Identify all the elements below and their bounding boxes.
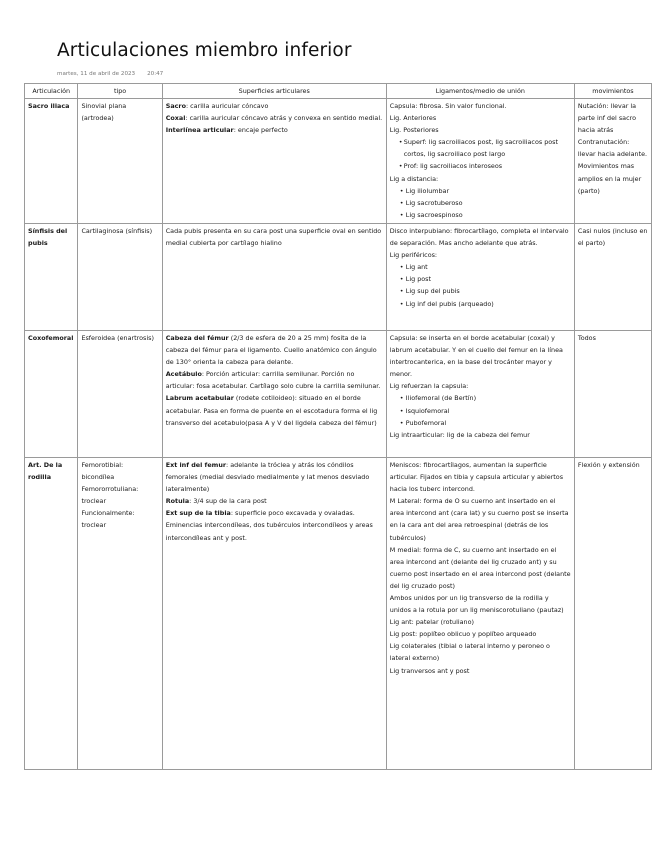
superficie-term: Ext sup de la tibia	[165, 509, 231, 518]
page-timestamp	[57, 71, 163, 77]
superficie-text: Cada pubis presenta en su cara post una superficie oval en sentido medial cubierta por cartílago hialino	[165, 226, 382, 248]
cell-superficies	[162, 457, 386, 769]
articulacion-name: Sínfisis del pubis	[28, 226, 68, 248]
ligamento-line: Lig refuerzan la capsula:	[389, 382, 469, 391]
superficie-term: Cabeza del fémur	[165, 333, 229, 342]
superficie-term: Acetábulo	[165, 370, 202, 379]
cell-tipo	[78, 330, 162, 457]
header-superficies: Superficies articulares	[162, 84, 386, 99]
tipo-line: troclear	[81, 521, 107, 530]
superficie-text: : Porción articular: carrilla semilunar. Porción no articular: fosa acetabular. Cartílago solo cubre la carrilla semilunar.	[165, 370, 381, 391]
ligamento-line: M medial: forma de C, su cuerno ant insertado en el area intercond ant (delante del lig cruzado ant) y su cuerno post insertado en el area intercond post (delante del lig cruzado post)	[389, 545, 571, 590]
superficie-paragraph	[166, 507, 384, 543]
cell-movimientos: Nutación: llevar la parte inf del sacro hacia atrás Contranutación: llevar hacia adelante. Movimientos mas amplios en la mujer (parto)	[574, 99, 651, 224]
tipo-line: troclear	[81, 497, 107, 506]
ligamento-line: Lig intraarticular: lig de la cabeza del femur	[389, 430, 530, 439]
ligamento-line: Capsula: fibrosa. Sin valor funcional.	[389, 102, 507, 110]
articulacion-name: Sacro iliaca	[28, 102, 70, 110]
cell-superficies	[162, 223, 386, 330]
articulacion-name: Coxofemoral	[28, 333, 74, 342]
header-articulacion: Articulación	[25, 84, 78, 99]
superficie-paragraph	[166, 100, 384, 112]
superficie-term: Rotula	[165, 497, 190, 506]
superficie-term: Coxal	[165, 114, 186, 123]
page-time: 20:47	[147, 71, 164, 77]
superficie-paragraph	[166, 332, 384, 368]
superficie-paragraph	[166, 368, 384, 392]
ligamento-bullet: • Iliofemoral (de Bertín)	[390, 392, 572, 404]
superficie-text: : 3/4 sup de la cara post	[189, 497, 267, 506]
table-header-row	[25, 84, 652, 99]
ligamento-bullet: • Lig sacrotuberoso	[390, 197, 572, 209]
cell-movimientos: Flexión y extensión	[574, 457, 651, 769]
ligamento-line: Capsula: se inserta en el borde acetabular (coxal) y labrum acetabular. Y en el cuello del femur en la línea intertrocanterica, en la base del trocánter mayor y menor.	[389, 333, 563, 379]
ligamento-bullet: • Isquiofemoral	[390, 405, 572, 417]
table-row	[25, 457, 652, 769]
superficie-term: Labrum acetabular	[165, 394, 234, 403]
ligamento-line: Lig periféricos:	[389, 251, 438, 260]
ligamento-line: Lig post: poplíteo oblicuo y poplíteo arqueado	[389, 630, 537, 639]
ligamento-line: Ambos unidos por un lig transverso de la rodilla y unidos a la rotula por un lig meniscorotuliano (pautaz)	[389, 593, 564, 615]
ligamento-bullet: • Lig iliolumbar	[390, 185, 572, 197]
ligamento-bullet: • Lig inf del pubis (arqueado)	[390, 298, 572, 310]
ligamento-line: Disco interpubiano: fibrocartílago, completa el intervalo de separación. Mas ancho adelante que atrás.	[389, 226, 569, 248]
ligamento-line: M Lateral: forma de O su cuerno ant insertado en el area intercond ant (cara lat) y su cuerno post se inserta en la cara ant del area retroespinal (detrás de los tubérculos)	[389, 497, 569, 542]
tipo-line: Femorotibial:	[81, 460, 124, 469]
ligamento-line: Lig tranversos ant y post	[389, 666, 470, 675]
ligamento-bullet: • Lig post	[390, 273, 572, 285]
tipo-line: Esferoidea (enartrosis)	[81, 333, 154, 342]
superficie-text: : encaje perfecto	[233, 126, 288, 135]
ligamento-bullet: • Lig sup del pubis	[390, 285, 572, 297]
cell-articulacion	[25, 457, 78, 769]
table-row	[25, 99, 652, 224]
superficie-text: : superficie poco excavada y ovaladas. Eminencias intercondíleas, dos tubérculos intercondíleos y areas intercondíleas ant y post.	[165, 509, 373, 542]
cell-tipo	[78, 99, 162, 224]
ligamento-bullet: • Lig sacroespinoso	[390, 209, 572, 221]
cell-ligamentos	[386, 330, 574, 457]
ligamento-bullet: • Prof: lig sacroiliacos interoseos	[390, 160, 572, 172]
cell-superficies	[162, 330, 386, 457]
superficie-paragraph	[166, 459, 384, 495]
cell-tipo	[78, 457, 162, 769]
superficie-paragraph	[166, 392, 384, 428]
ligamento-bullet: • Lig ant	[390, 261, 572, 273]
articulacion-name: Art. De la rodilla	[28, 460, 63, 482]
superficie-term: Ext inf del femur	[165, 460, 227, 469]
cell-movimientos: Todos	[574, 330, 651, 457]
superficie-term: Interlínea articular	[165, 126, 234, 135]
ligamento-bullet: • Superf: lig sacroiliacos post, lig sacroiliacos post cortos, lig sacroiliaco post largo	[390, 136, 572, 160]
superficie-text: (2/3 de esfera de 20 a 25 mm) fosita de la cabeza del fémur para el ligamento. Cuello anatómico con ángulo de 130° orienta la cabeza para delante.	[165, 333, 377, 367]
superficie-text: : carilla auricular cóncavo atrás y convexa en sentido medial.	[185, 114, 383, 123]
tipo-line: bicondílea	[81, 473, 115, 482]
ligamento-line: Lig. Anteriores	[389, 114, 437, 123]
superficie-text: (rodete cotiloideo): situado en el borde acetabular. Pasa en forma de puente en el escotadura forma el lig transverso del acetabulo(pasa A y V del ligdela cabeza del fémur)	[165, 394, 378, 427]
ligamento-line: Lig colaterales (tibial o lateral interno y peroneo o lateral externo)	[389, 642, 550, 663]
tipo-line: Femororrotuliana:	[81, 485, 139, 494]
superficie-paragraph	[166, 124, 384, 136]
tipo-line: Cartilaginosa (sínfisis)	[81, 226, 153, 235]
ligamento-bullet: • Pubofemoral	[390, 417, 572, 429]
ligamento-line: Lig a distancia:	[389, 174, 439, 183]
superficie-paragraph	[166, 112, 384, 124]
cell-tipo	[78, 223, 162, 330]
cell-ligamentos	[386, 457, 574, 769]
superficie-paragraph	[166, 495, 384, 507]
superficie-term: Sacro	[165, 102, 186, 110]
header-movimientos: movimientos	[574, 84, 651, 99]
cell-articulacion	[25, 330, 78, 457]
cell-articulacion	[25, 223, 78, 330]
ligamento-line: Meniscos: fibrocartílagos, aumentan la superficie articular. Fijados en tibia y capsula articular y abiertos hacia los tuberc intercond.	[389, 460, 564, 494]
superficie-paragraph	[166, 225, 384, 249]
superficie-text: : carilla auricular cóncavo	[185, 102, 269, 110]
table-row	[25, 330, 652, 457]
header-tipo: tipo	[78, 84, 162, 99]
cell-articulacion	[25, 99, 78, 224]
articulaciones-table	[24, 83, 652, 770]
page-date: martes, 11 de abril de 2023	[57, 71, 136, 77]
cell-movimientos: Casi nulos (incluso en el parto)	[574, 223, 651, 330]
cell-ligamentos	[386, 223, 574, 330]
ligamento-line: Lig. Posteriores	[389, 126, 439, 135]
cell-superficies	[162, 99, 386, 224]
cell-ligamentos	[386, 99, 574, 224]
tipo-line: Sinovial plana (artrodea)	[81, 102, 127, 123]
page-title: Articulaciones miembro inferior	[57, 40, 352, 61]
tipo-line: Funcionalmente:	[81, 509, 135, 518]
ligamento-line: Lig ant: patelar (rotuliano)	[389, 618, 474, 627]
superficie-text: : adelante la tróclea y atrás los cóndilos femorales (medial desviado medialmente y lat menos desviado lateralmente)	[165, 460, 370, 494]
header-ligamentos: Ligamentos/medio de unión	[386, 84, 574, 99]
table-row	[25, 223, 652, 330]
